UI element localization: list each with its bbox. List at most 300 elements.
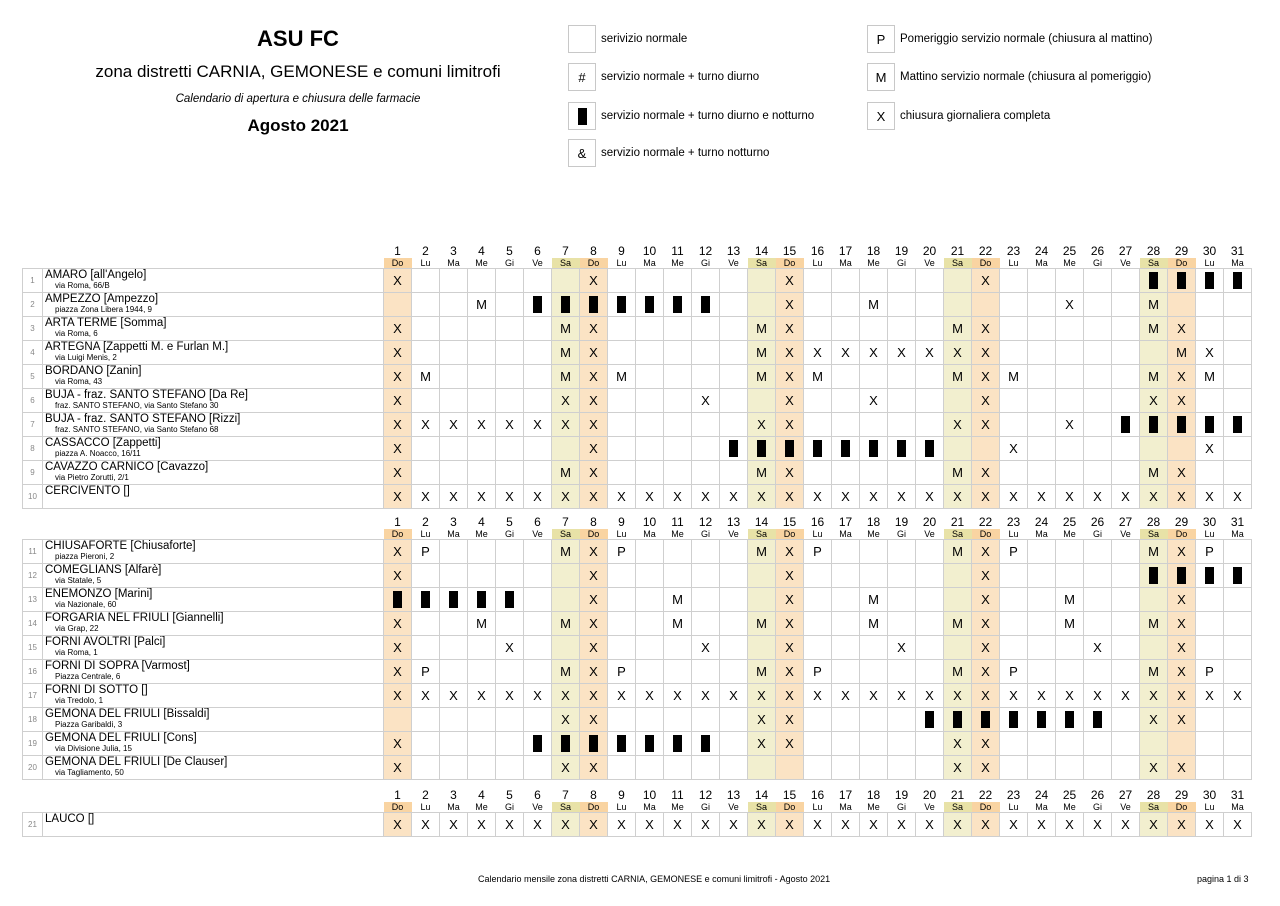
day-cell: X: [1224, 485, 1252, 509]
day-cell: [692, 293, 720, 317]
day-cell: [1000, 317, 1028, 341]
day-cell: X: [1056, 813, 1084, 837]
day-cell: X: [1112, 485, 1140, 509]
day-cell: [776, 437, 804, 461]
day-night-shift-icon: [449, 591, 458, 608]
row-index: 13: [23, 588, 43, 612]
day-cell: [916, 756, 944, 780]
day-cell: X: [804, 813, 832, 837]
day-cell: X: [888, 813, 916, 837]
pharmacy-row: [23, 365, 1252, 389]
day-cell: X: [972, 317, 1000, 341]
day-cell: [748, 588, 776, 612]
weekday-label: Lu: [1204, 258, 1215, 268]
day-cell: [524, 564, 552, 588]
day-cell: [440, 437, 468, 461]
day-cell: [440, 732, 468, 756]
day-cell: [1112, 636, 1140, 660]
day-cell: X: [776, 269, 804, 293]
weekday-label: Gi: [505, 529, 514, 539]
day-cell: X: [720, 684, 748, 708]
legend-day-shift: [568, 63, 759, 91]
day-cell: [804, 293, 832, 317]
day-cell: X: [1168, 813, 1196, 837]
day-cell: [748, 756, 776, 780]
day-cell: X: [972, 540, 1000, 564]
day-cell: [440, 636, 468, 660]
pharmacy-info: [43, 564, 384, 588]
day-cell: [916, 636, 944, 660]
day-cell: X: [944, 684, 972, 708]
day-cell: [440, 365, 468, 389]
row-index: 12: [23, 564, 43, 588]
day-cell: M: [1168, 341, 1196, 365]
day-cell: [1028, 437, 1056, 461]
day-number: 19: [894, 515, 909, 529]
day-number: 30: [1202, 515, 1217, 529]
day-night-shift-icon: [1205, 272, 1214, 289]
day-night-shift-icon: [897, 440, 906, 457]
day-cell: [384, 588, 412, 612]
day-cell: [524, 540, 552, 564]
day-cell: X: [580, 317, 608, 341]
day-cell: [1084, 341, 1112, 365]
weekday-label: Ve: [532, 529, 543, 539]
day-cell: X: [1168, 461, 1196, 485]
day-cell: [1028, 389, 1056, 413]
day-cell: [664, 413, 692, 437]
day-cell: M: [552, 341, 580, 365]
day-cell: X: [1168, 365, 1196, 389]
day-cell: [524, 708, 552, 732]
day-cell: [888, 756, 916, 780]
day-night-shift-icon: [1009, 711, 1018, 728]
row-index: 10: [23, 485, 43, 509]
day-cell: X: [1028, 684, 1056, 708]
day-cell: [636, 660, 664, 684]
weekday-label: Ve: [1120, 802, 1131, 812]
day-cell: X: [552, 813, 580, 837]
day-cell: [468, 461, 496, 485]
day-cell: [1028, 588, 1056, 612]
day-cell: X: [972, 732, 1000, 756]
day-cell: M: [748, 317, 776, 341]
day-cell: M: [552, 365, 580, 389]
pharmacy-info: [43, 317, 384, 341]
day-cell: M: [1140, 293, 1168, 317]
day-cell: [552, 588, 580, 612]
day-cell: X: [860, 813, 888, 837]
day-cell: [888, 461, 916, 485]
day-cell: [1056, 365, 1084, 389]
day-cell: X: [1168, 389, 1196, 413]
day-number: 5: [506, 244, 513, 258]
pharmacy-name: CAVAZZO CARNICO [Cavazzo]: [45, 461, 209, 473]
day-cell: X: [860, 341, 888, 365]
day-cell: [412, 389, 440, 413]
day-cell: [832, 413, 860, 437]
day-cell: X: [692, 636, 720, 660]
day-cell: [1140, 588, 1168, 612]
day-cell: [1224, 437, 1252, 461]
day-night-shift-icon: [421, 591, 430, 608]
day-cell: [636, 365, 664, 389]
day-cell: [692, 660, 720, 684]
day-number: 24: [1034, 244, 1049, 258]
weekday-label: Ve: [728, 802, 739, 812]
day-cell: X: [1168, 708, 1196, 732]
day-cell: [692, 708, 720, 732]
day-cell: X: [748, 684, 776, 708]
day-cell: X: [1140, 684, 1168, 708]
day-cell: X: [972, 756, 1000, 780]
day-cell: X: [1000, 684, 1028, 708]
day-cell: [1000, 732, 1028, 756]
pharmacy-name: BUJA - fraz. SANTO STEFANO [Rizzi]: [45, 413, 241, 425]
day-cell: X: [552, 389, 580, 413]
row-index: 14: [23, 612, 43, 636]
day-cell: [888, 269, 916, 293]
day-cell: X: [1056, 684, 1084, 708]
day-cell: X: [580, 564, 608, 588]
day-cell: X: [1168, 612, 1196, 636]
day-cell: [1224, 389, 1252, 413]
day-cell: [916, 293, 944, 317]
day-number: 29: [1174, 515, 1189, 529]
day-cell: X: [1084, 813, 1112, 837]
day-cell: X: [776, 612, 804, 636]
legend-night-shift: [568, 139, 769, 167]
day-cell: [692, 732, 720, 756]
day-cell: [692, 612, 720, 636]
day-cell: M: [1140, 317, 1168, 341]
day-cell: X: [496, 485, 524, 509]
weekday-label: Lu: [420, 802, 431, 812]
day-cell: [440, 317, 468, 341]
day-cell: [1056, 756, 1084, 780]
legend-morning: [867, 63, 1151, 91]
pharmacy-name: COMEGLIANS [Alfarè]: [45, 564, 162, 576]
day-night-shift-icon: [813, 440, 822, 457]
weekday-label: Do: [972, 802, 1000, 813]
day-cell: [1140, 413, 1168, 437]
day-cell: [552, 269, 580, 293]
day-cell: [1112, 708, 1140, 732]
day-cell: M: [944, 540, 972, 564]
day-cell: [1084, 413, 1112, 437]
pharmacy-address: Piazza Centrale, 6: [55, 672, 121, 681]
weekday-label: Ve: [532, 258, 543, 268]
pharmacy-info: [43, 461, 384, 485]
day-cell: [496, 540, 524, 564]
day-cell: [1196, 732, 1224, 756]
day-night-shift-icon: [617, 735, 626, 752]
day-night-shift-icon: [1233, 272, 1242, 289]
weekday-label: Me: [1063, 802, 1076, 812]
weekday-label: Gi: [1093, 258, 1102, 268]
day-cell: X: [972, 636, 1000, 660]
day-cell: [916, 732, 944, 756]
day-cell: [860, 317, 888, 341]
day-number: 28: [1146, 788, 1161, 802]
day-cell: [496, 756, 524, 780]
weekday-label: Me: [867, 258, 880, 268]
day-cell: X: [664, 684, 692, 708]
day-cell: [524, 341, 552, 365]
pharmacy-info: [43, 612, 384, 636]
day-cell: X: [776, 413, 804, 437]
pharmacy-info: [43, 341, 384, 365]
day-cell: [1028, 660, 1056, 684]
day-number: 2: [422, 788, 429, 802]
day-cell: X: [972, 564, 1000, 588]
weekday-label: Sa: [552, 258, 580, 269]
day-cell: [1056, 564, 1084, 588]
legend-label: serivizio normale: [601, 33, 688, 45]
weekday-label: Ma: [447, 802, 460, 812]
weekday-label: Ve: [924, 258, 935, 268]
pharmacy-row: [23, 269, 1252, 293]
day-cell: [720, 588, 748, 612]
day-cell: X: [748, 413, 776, 437]
day-cell: M: [1140, 660, 1168, 684]
weekday-label: Me: [867, 529, 880, 539]
day-cell: [944, 636, 972, 660]
day-cell: X: [524, 813, 552, 837]
day-cell: [1224, 564, 1252, 588]
day-cell: X: [832, 684, 860, 708]
pharmacy-info: [43, 588, 384, 612]
day-cell: M: [1056, 588, 1084, 612]
day-cell: [972, 437, 1000, 461]
day-cell: X: [580, 813, 608, 837]
day-cell: [1112, 437, 1140, 461]
weekday-label: Ma: [1231, 258, 1244, 268]
day-cell: X: [608, 684, 636, 708]
day-cell: [916, 708, 944, 732]
day-cell: X: [552, 413, 580, 437]
day-cell: [916, 413, 944, 437]
day-cell: P: [412, 660, 440, 684]
day-cell: X: [776, 708, 804, 732]
day-cell: [440, 293, 468, 317]
day-cell: X: [580, 341, 608, 365]
day-cell: X: [580, 389, 608, 413]
day-cell: M: [748, 365, 776, 389]
day-cell: X: [384, 437, 412, 461]
day-cell: [748, 437, 776, 461]
day-number: 25: [1062, 515, 1077, 529]
legend-normal: [568, 25, 687, 53]
day-cell: P: [1196, 660, 1224, 684]
legend-symbol-hash: #: [568, 63, 596, 91]
day-cell: [636, 540, 664, 564]
day-cell: P: [608, 660, 636, 684]
day-number: 14: [754, 244, 769, 258]
legend-label: servizio normale + turno diurno: [601, 71, 760, 83]
pharmacy-row: [23, 341, 1252, 365]
day-night-shift-icon: [729, 440, 738, 457]
day-cell: [916, 437, 944, 461]
day-cell: X: [776, 636, 804, 660]
day-night-shift-icon: [1233, 416, 1242, 433]
day-number: 30: [1202, 244, 1217, 258]
day-cell: [1084, 389, 1112, 413]
day-cell: [496, 293, 524, 317]
day-cell: [1112, 389, 1140, 413]
day-cell: X: [552, 485, 580, 509]
day-number: 21: [950, 244, 965, 258]
day-cell: [888, 293, 916, 317]
legend-symbol-p: P: [867, 25, 895, 53]
day-cell: [496, 612, 524, 636]
day-cell: [1056, 732, 1084, 756]
weekday-label: Sa: [552, 802, 580, 813]
day-number: 9: [618, 788, 625, 802]
day-cell: [1168, 269, 1196, 293]
day-cell: [1028, 540, 1056, 564]
day-cell: [1224, 461, 1252, 485]
day-number: 20: [922, 244, 937, 258]
day-cell: [944, 564, 972, 588]
day-cell: X: [552, 756, 580, 780]
day-cell: [384, 293, 412, 317]
day-cell: [1140, 564, 1168, 588]
day-number: 3: [450, 515, 457, 529]
day-cell: [944, 588, 972, 612]
day-cell: [468, 732, 496, 756]
day-cell: X: [384, 389, 412, 413]
day-cell: [1112, 660, 1140, 684]
day-cell: [804, 732, 832, 756]
row-index: 17: [23, 684, 43, 708]
day-cell: [636, 341, 664, 365]
day-cell: [804, 389, 832, 413]
day-number: 2: [422, 244, 429, 258]
pharmacy-info: [43, 269, 384, 293]
weekday-label: Do: [580, 802, 608, 813]
day-number: 25: [1062, 788, 1077, 802]
day-cell: X: [1028, 485, 1056, 509]
row-index: 16: [23, 660, 43, 684]
day-cell: [1196, 389, 1224, 413]
day-number: 7: [562, 244, 569, 258]
day-cell: X: [888, 636, 916, 660]
day-cell: [916, 461, 944, 485]
weekday-label: Ve: [728, 529, 739, 539]
day-cell: [1084, 732, 1112, 756]
day-cell: [1224, 756, 1252, 780]
day-cell: [636, 756, 664, 780]
day-cell: [1028, 317, 1056, 341]
day-number: 2: [422, 515, 429, 529]
weekday-label: Me: [671, 258, 684, 268]
day-cell: X: [1084, 485, 1112, 509]
weekday-label: Gi: [701, 258, 710, 268]
day-cell: X: [1000, 485, 1028, 509]
day-cell: [1112, 588, 1140, 612]
day-cell: X: [468, 684, 496, 708]
weekday-label: Gi: [505, 802, 514, 812]
day-cell: X: [496, 636, 524, 660]
day-cell: [692, 540, 720, 564]
weekday-label: Do: [776, 258, 804, 269]
day-night-shift-icon: [1205, 416, 1214, 433]
day-cell: [1112, 317, 1140, 341]
weekday-label: Ma: [643, 258, 656, 268]
day-night-shift-icon: [393, 591, 402, 608]
day-cell: X: [580, 684, 608, 708]
day-cell: [524, 756, 552, 780]
day-night-shift-icon: [981, 711, 990, 728]
day-cell: [608, 437, 636, 461]
day-number: 17: [838, 788, 853, 802]
day-cell: M: [804, 365, 832, 389]
day-cell: [608, 341, 636, 365]
day-number: 30: [1202, 788, 1217, 802]
day-cell: [1168, 564, 1196, 588]
day-cell: [636, 588, 664, 612]
row-index: 6: [23, 389, 43, 413]
day-number: 12: [698, 244, 713, 258]
day-cell: M: [1140, 461, 1168, 485]
day-cell: X: [692, 389, 720, 413]
day-cell: X: [608, 485, 636, 509]
day-cell: [580, 293, 608, 317]
day-cell: X: [468, 485, 496, 509]
day-cell: [1084, 365, 1112, 389]
day-cell: M: [552, 461, 580, 485]
day-cell: M: [552, 660, 580, 684]
day-cell: [524, 269, 552, 293]
day-number: 13: [726, 515, 741, 529]
day-number: 21: [950, 515, 965, 529]
day-number: 18: [866, 788, 881, 802]
day-cell: [860, 540, 888, 564]
legend-afternoon: [867, 25, 1152, 53]
day-cell: X: [1000, 813, 1028, 837]
weekday-label: Ma: [447, 529, 460, 539]
pharmacy-info: [43, 756, 384, 780]
day-number: 3: [450, 788, 457, 802]
day-number: 31: [1230, 515, 1245, 529]
day-number: 16: [810, 515, 825, 529]
day-cell: [1112, 341, 1140, 365]
day-cell: X: [384, 461, 412, 485]
day-cell: [1112, 564, 1140, 588]
day-cell: X: [580, 437, 608, 461]
day-cell: [832, 365, 860, 389]
day-cell: M: [944, 317, 972, 341]
weekday-label: Ve: [532, 802, 543, 812]
day-number: 10: [642, 788, 657, 802]
day-cell: P: [1000, 540, 1028, 564]
day-cell: X: [1168, 756, 1196, 780]
day-number: 9: [618, 244, 625, 258]
day-cell: X: [496, 684, 524, 708]
day-cell: [832, 269, 860, 293]
pharmacy-info: [43, 732, 384, 756]
day-number: 19: [894, 244, 909, 258]
pharmacy-name: ARTEGNA [Zappetti M. e Furlan M.]: [45, 341, 229, 353]
day-cell: X: [1168, 684, 1196, 708]
pharmacy-name: GEMONA DEL FRIULI [De Clauser]: [45, 756, 228, 768]
pharmacy-name: BORDANO [Zanin]: [45, 365, 142, 377]
weekday-label: Do: [384, 802, 412, 813]
day-cell: X: [972, 485, 1000, 509]
day-cell: X: [608, 813, 636, 837]
day-cell: X: [916, 341, 944, 365]
